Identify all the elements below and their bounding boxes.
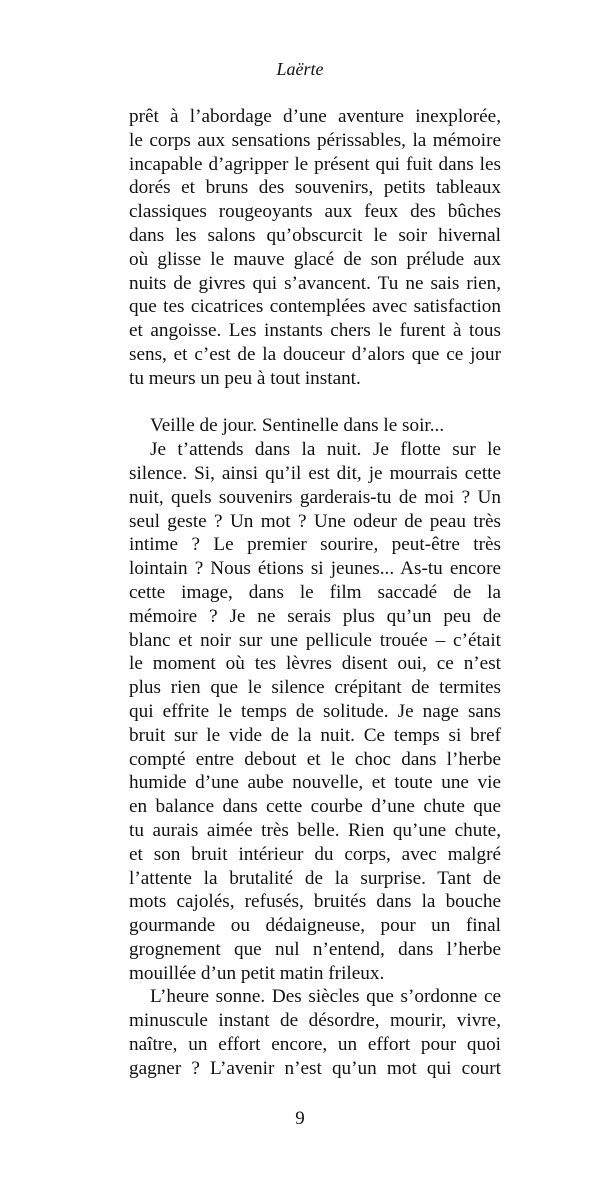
text-line: tu meurs un peu à tout instant. [129,367,361,389]
text-line: minuscule instant de désordre, mourir, vivre, [129,1010,501,1032]
text-line: nuit, quels souvenirs garderais-tu de moi ? Un [129,486,501,508]
text-line: grognement que nul n’entend, dans l’herbe [129,938,501,960]
text-line: sens, et c’est de la douceur d’alors que ce jour [129,343,501,365]
text-line: plus rien que le silence crépitant de termites [129,677,501,699]
text-line: silence. Si, ainsi qu’il est dit, je mourrais cette [129,462,501,484]
text-line: bruit sur le vide de la nuit. Ce temps si bref [129,724,501,746]
text-line: où glisse le mauve glacé de son prélude aux [129,248,501,270]
text-line: et angoisse. Les instants chers le furent à tous [129,320,501,342]
text-line: naître, un effort encore, un effort pour quoi [129,1034,501,1056]
text-line: tu aurais aimée très belle. Rien qu’une chute, [129,819,501,841]
body-text [129,105,501,1081]
text-line: incapable d’agripper le présent qui fuit dans les [129,153,501,175]
text-line: Je t’attends dans la nuit. Je flotte sur le [150,439,501,461]
text-line: dans les salons qu’obscurcit le soir hivernal [129,224,501,246]
paragraph-break [129,391,501,415]
text-line: et son bruit intérieur du corps, avec malgré [129,843,501,865]
text-line: cette image, dans le film saccadé de la [129,581,501,603]
page-number: 9 [295,1108,305,1129]
text-line: classiques rougeoyants aux feux des bûches [129,201,501,223]
text-line: mémoire ? Je ne serais plus qu’un peu de [129,605,501,627]
text-line: prêt à l’abordage d’une aventure inexplorée, [129,106,501,127]
text-line: nuits de givres qui s’avancent. Tu ne sais rien, [129,272,501,294]
text-line: en balance dans cette courbe d’une chute que [129,796,501,818]
text-line: intime ? Le premier sourire, peut-être très [129,534,501,556]
text-line: le corps aux sensations périssables, la mémoire [129,129,501,151]
text-line: L’heure sonne. Des siècles que s’ordonne ce [150,986,501,1008]
running-title: Laërte [276,59,324,79]
text-line: mouillée d’un petit matin frileux. [129,962,385,984]
text-line: humide d’une aube nouvelle, et toute une vie [129,772,501,794]
text-line: mots cajolés, refusés, bruités dans la bouche [129,891,501,913]
text-line: gagner ? L’avenir n’est qu’un mot qui court [129,1057,501,1079]
text-line: l’attente la brutalité de la surprise. Tant de [129,867,501,889]
text-line: le moment où tes lèvres disent oui, ce n’est [129,653,501,675]
text-line: Veille de jour. Sentinelle dans le soir... [150,415,445,437]
text-line: seul geste ? Un mot ? Une odeur de peau très [129,510,501,532]
text-line: dorés et bruns des souvenirs, petits tableaux [129,177,501,199]
text-line: qui effrite le temps de solitude. Je nage sans [129,700,501,722]
text-line: compté entre debout et le choc dans l’herbe [129,748,501,770]
text-line: blanc et noir sur une pellicule trouée – c’était [129,629,501,651]
text-line: gourmande ou dédaigneuse, pour un final [129,915,501,937]
text-line: lointain ? Nous étions si jeunes... As-tu encore [129,558,501,580]
text-line: que tes cicatrices contemplées avec satisfaction [129,296,501,318]
